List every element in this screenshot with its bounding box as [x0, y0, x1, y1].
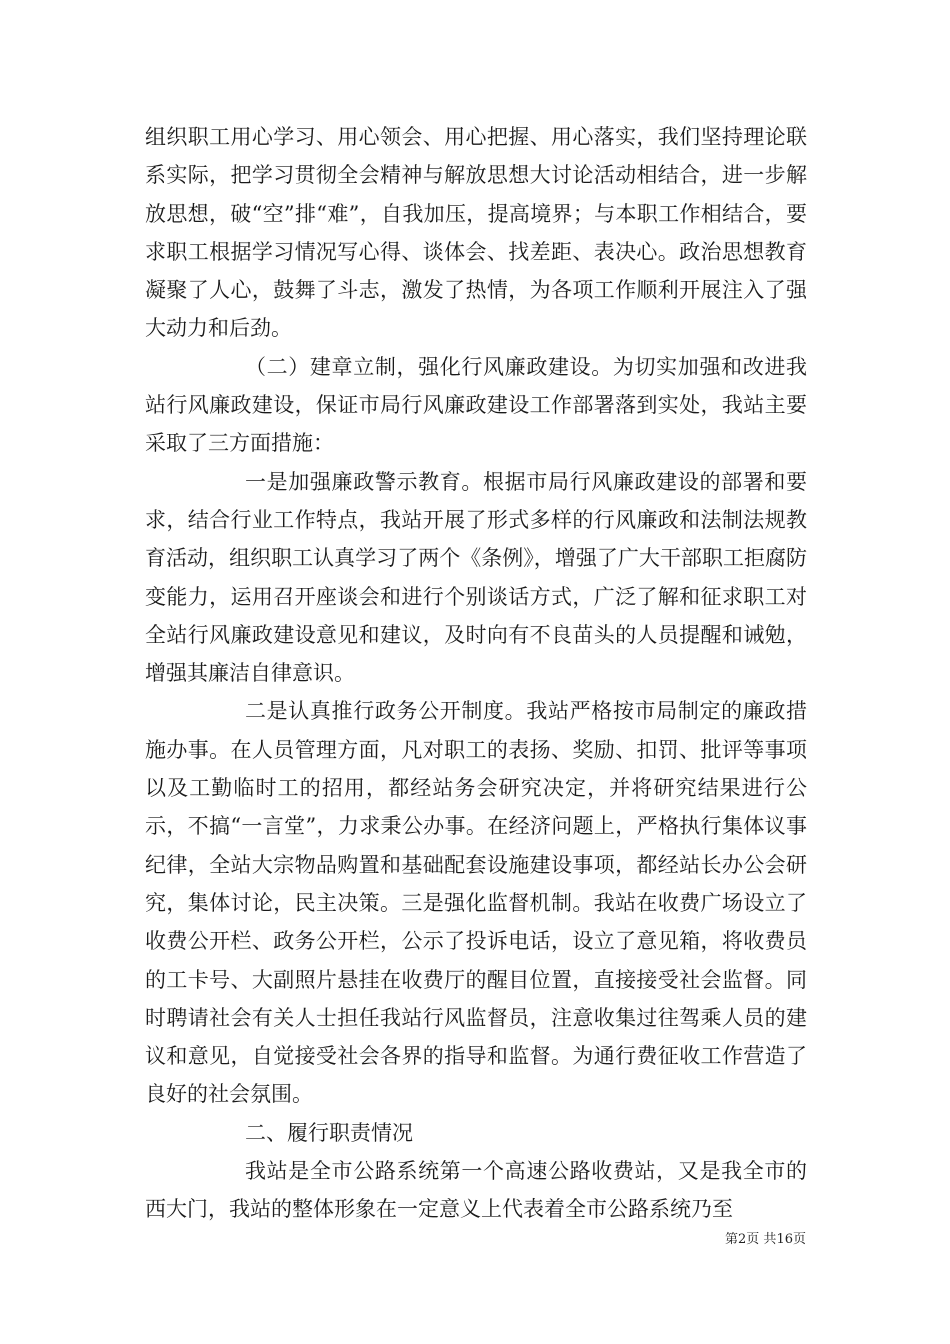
footer-middle: 页 共 — [746, 1232, 777, 1247]
page-footer — [725, 1232, 806, 1248]
paragraph-1: 组织职工用心学习、用心领会、用心把握、用心落实，我们坚持理论联系实际，把学习贯彻全会精神与解放思想大讨论活动相结合，进一步解放思想，破“空”排“难”，自我加压，提高境界；与本职工作相结合，要求职工根据学习情况写心得、谈体会、找差距、表决心。政治思想教育凝聚了人心，鼓舞了斗志，激发了热情，为各项工作顺利开展注入了强大动力和后劲。 — [145, 125, 807, 341]
paragraph-2-section-heading: （二）建章立制，强化行风廉政建设。为切实加强和改进我站行风廉政建设，保证市局行风廉政建设工作部署落到实处，我站主要采取了三方面措施： — [145, 354, 807, 456]
section-heading-duties: 二、履行职责情况 — [245, 1120, 413, 1145]
body-text — [145, 118, 807, 1229]
paragraph-3: 一是加强廉政警示教育。根据市局行风廉政建设的部署和要求，结合行业工作特点，我站开展了形式多样的行风廉政和法制法规教育活动，组织职工认真学习了两个《条例》，增强了广大干部职工拒腐防变能力，运用召开座谈会和进行个别谈话方式，广泛了解和征求职工对全站行风廉政建设意见和建议，及时向有不良苗头的人员提醒和诫勉，增强其廉洁自律意识。 — [145, 469, 807, 686]
paragraph-4: 二是认真推行政务公开制度。我站严格按市局制定的廉政措施办事。在人员管理方面，凡对职工的表扬、奖励、扣罚、批评等事项以及工勤临时工的招用，都经站务会研究决定，并将研究结果进行公示，不搞“一言堂”，力求秉公办事。在经济问题上，严格执行集体议事纪律，全站大宗物品购置和基础配套设施建设事项，都经站长办公会研究，集体讨论，民主决策。三是强化监督机制。我站在收费广场设立了收费公开栏、政务公开栏，公示了投诉电话，设立了意见箱，将收费员的工卡号、大副照片悬挂在收费厅的醒目位置，直接接受社会监督。同时聘请社会有关人士担任我站行风监督员，注意收集过往驾乘人员的建议和意见，自觉接受社会各界的指导和监督。为通行费征收工作营造了良好的社会氛围。 — [145, 699, 807, 1107]
footer-total-pages: 16 — [776, 1232, 793, 1247]
footer-current-page: 2 — [738, 1232, 747, 1247]
paragraph-6: 我站是全市公路系统第一个高速公路收费站，又是我全市的西大门，我站的整体形象在一定意义上代表着全市公路系统乃至 — [145, 1159, 807, 1222]
footer-prefix: 第 — [725, 1232, 739, 1247]
footer-suffix: 页 — [792, 1232, 806, 1247]
